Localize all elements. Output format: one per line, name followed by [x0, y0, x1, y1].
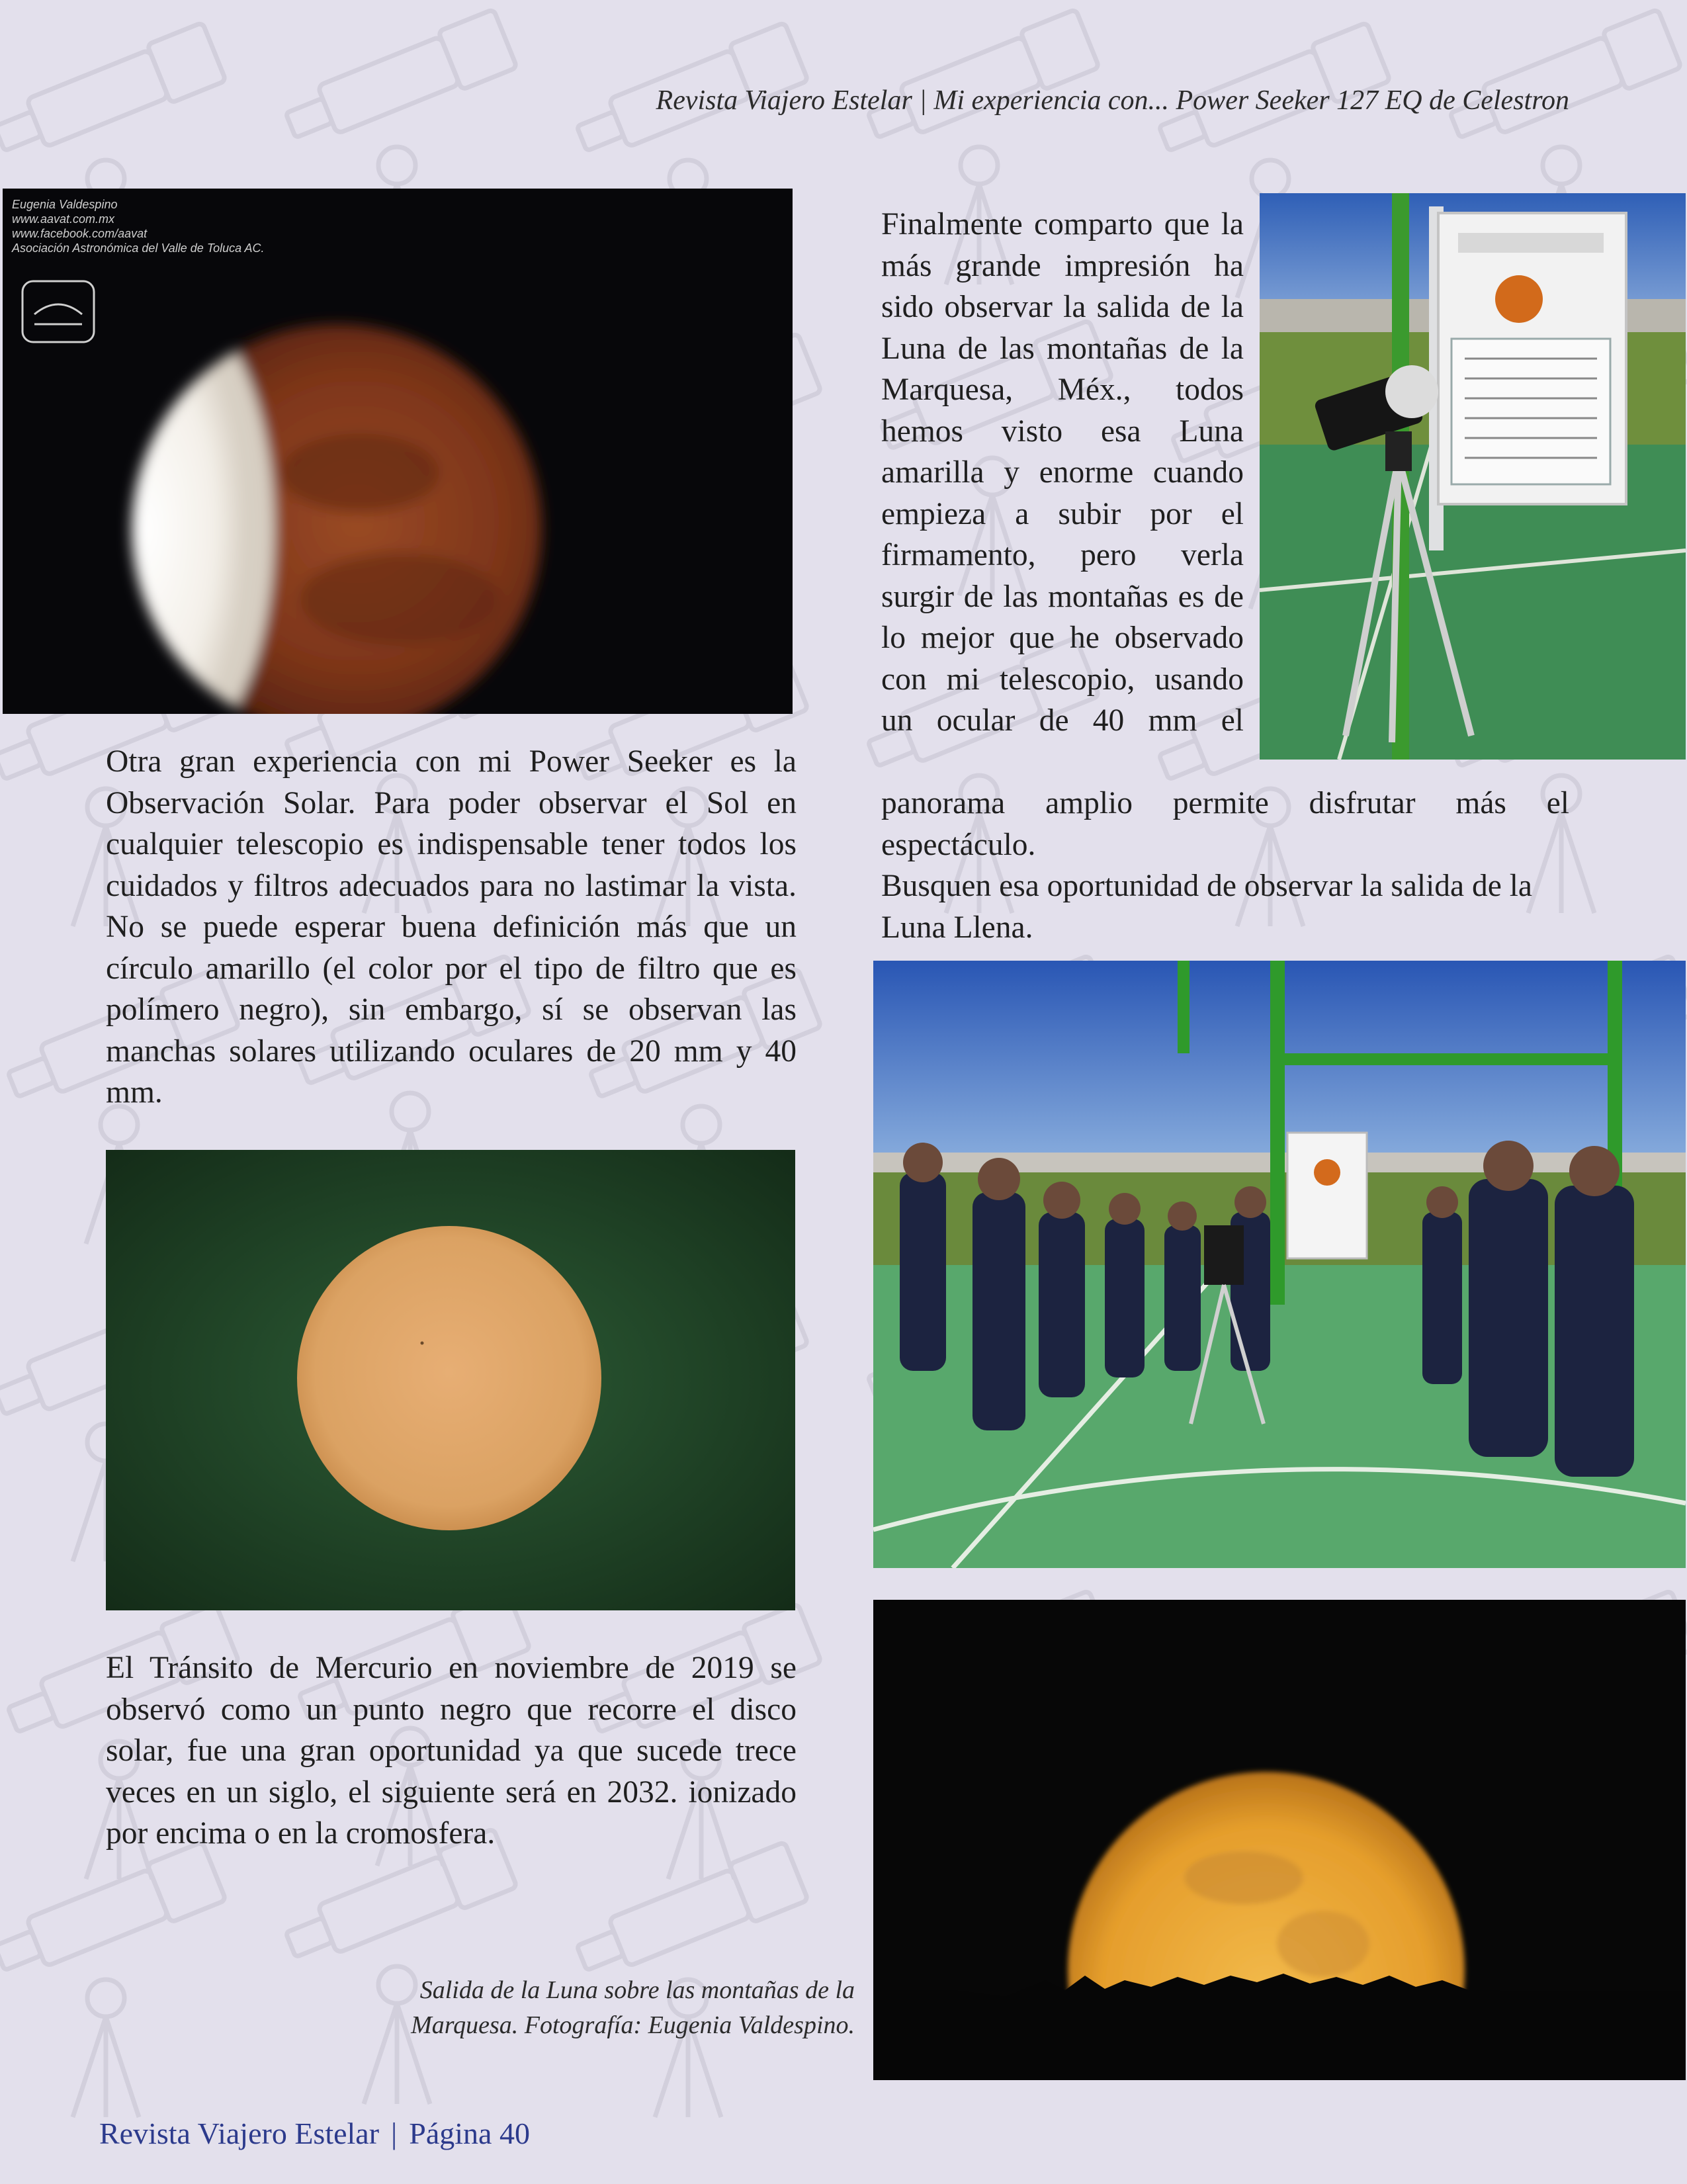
solar-observation-paragraph: Otra gran experiencia con mi Power Seeker es la Observación Solar. Para poder observar el Sol en cualquier telescopio es indispensable tener todos los cuidados y filtros adecuados para no lastimar la vista. No se puede esperar buena definición más que un círculo amarillo (el color por el tipo de filtro que es polímero negro), sin embargo, sí se observan las manchas solares utilizando oculares de 20 mm y 40 mm.	[106, 744, 797, 1110]
moon-paragraph-wide: panorama amplio permite disfrutar más el espectáculo.	[881, 786, 1569, 862]
telescope-banner-photo	[1260, 193, 1686, 760]
moon-paragraph-narrow: Finalmente comparto que la más grande impresión ha sido observar la salida de la Luna de las montañas de la Marquesa, Méx., todos hemos visto esa Luna amarilla y enorme cuando empieza a subir por el firmamento, pero verla surgir de las montañas es de lo mejor que he observado con mi telescopio, usando un ocular de 40 mm el	[881, 207, 1244, 738]
eclipse-overlay-line-2: www.aavat.com.mx	[12, 212, 115, 226]
footer-separator: |	[391, 2117, 398, 2150]
page-footer	[99, 2116, 530, 2151]
eclipse-overlay-line-3: www.facebook.com/aavat	[12, 227, 148, 240]
eclipse-overlay-line-4: Asociación Astronómica del Valle de Toluca AC.	[12, 241, 265, 255]
lunar-eclipse-photo	[3, 189, 793, 714]
students-telescope-photo	[873, 961, 1686, 1568]
eclipse-overlay-line-1: Eugenia Valdespino	[12, 198, 118, 211]
moonrise-photo	[873, 1600, 1686, 2080]
caption-line-1: Salida de la Luna sobre las montañas de la	[419, 1976, 855, 2004]
caption-line-2: Marquesa. Fotografía: Eugenia Valdespino.	[411, 2011, 855, 2039]
running-header: Revista Viajero Estelar | Mi experiencia con... Power Seeker 127 EQ de Celestron	[656, 85, 1569, 116]
footer-page-number: Página 40	[409, 2117, 530, 2150]
filtered-sun-photo	[106, 1150, 795, 1610]
footer-magazine-name: Revista Viajero Estelar	[99, 2117, 380, 2150]
moon-paragraph-closing: Busquen esa oportunidad de observar la salida de la Luna Llena.	[881, 869, 1533, 945]
moonrise-caption	[357, 1973, 855, 2043]
mercury-transit-paragraph: El Tránsito de Mercurio en noviembre de 2019 se observó como un punto negro que recorre el disco solar, fue una gran oportunidad ya que sucede trece veces en un siglo, el siguiente será en 2032. ionizado por encima o en la cromosfera.	[106, 1651, 797, 1851]
